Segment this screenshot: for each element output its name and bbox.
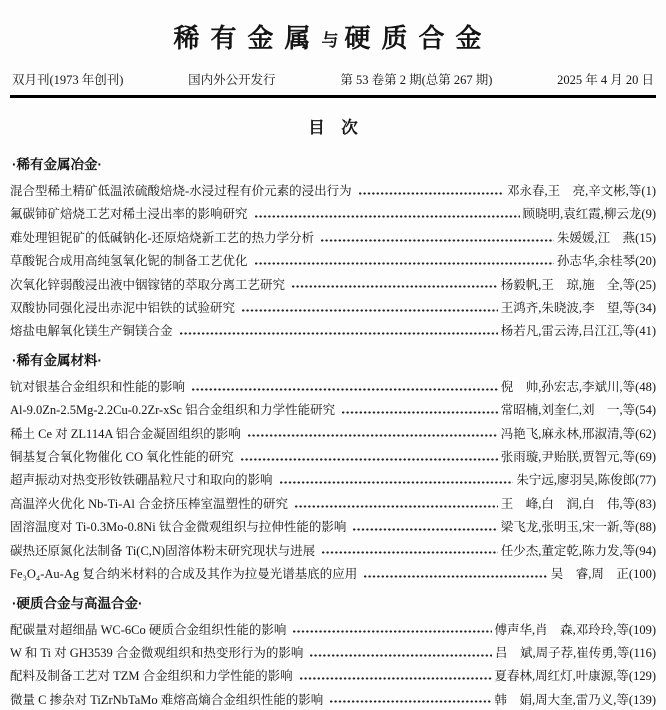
entry-title: 钪对银基合金组织和性能的影响 [10, 379, 186, 394]
toc-entry [10, 250, 656, 273]
entry-page-number: (94) [635, 543, 656, 558]
entry-authors: 杨若凡,雷云涛,吕江江,等 [500, 324, 636, 339]
dot-leader [300, 671, 492, 683]
entry-title: W 和 Ti 对 GH3539 合金微观组织和热变形行为的影响 [10, 645, 304, 660]
entry-page-number: (20) [635, 254, 656, 269]
section-heading: ·稀有金属冶金· [12, 157, 102, 172]
entry-page-number: (9) [641, 207, 656, 222]
entry-authors: 朱宁远,廖羽吴,陈俊郎 [516, 473, 636, 488]
toc-entry [10, 274, 656, 297]
dot-leader [241, 452, 498, 464]
entry-authors: 梁飞龙,张明玉,宋一新,等 [500, 520, 636, 535]
entry-authors: 吕 斌,周子荐,崔传勇,等 [494, 645, 630, 660]
entry-title: 固溶温度对 Ti-0.3Mo-0.8Ni 钛合金微观组织与拉伸性能的影响 [10, 520, 347, 535]
publication-info-row [10, 70, 656, 88]
entry-title: Al-9.0Zn-2.5Mg-2.2Cu-0.2Zr-xSc 铝合金组织和力学性能研究 [10, 403, 336, 418]
entry-authors: 王 峰,白 润,白 伟,等 [500, 496, 636, 511]
publication-frequency: 双月刊(1973 年创刊) [12, 73, 124, 87]
toc-entry [10, 399, 656, 422]
toc-entry [10, 493, 656, 516]
toc-entry [10, 642, 656, 665]
entry-title: Fe₃O₄-Au-Ag 复合纳米材料的合成及其作为拉曼光谱基底的应用 [10, 567, 358, 582]
entry-authors: 朱媛媛,江 燕 [557, 230, 636, 245]
entry-page-number: (25) [635, 277, 656, 292]
entry-page-number: (100) [628, 567, 656, 582]
distribution-scope: 国内外公开发行 [188, 73, 276, 87]
dot-leader [330, 694, 491, 706]
entry-page-number: (34) [635, 301, 656, 316]
dot-leader [242, 303, 498, 315]
entry-title: 混合型稀土精矿低温浓硫酸焙烧-水浸过程有价元素的浸出行为 [10, 184, 352, 198]
entry-page-number: (54) [635, 403, 656, 418]
journal-title-conjunction: 与 [321, 31, 345, 50]
toc-entry [10, 320, 656, 343]
dot-leader [280, 475, 514, 487]
entry-authors: 傅声华,肖 森,邓玲玲,等 [494, 622, 629, 637]
section-heading: ·稀有金属材料· [12, 352, 102, 368]
toc-list [10, 148, 656, 710]
entry-authors: 杨毅帆,王 琼,施 全,等 [500, 277, 636, 292]
entry-authors: 孙志华,余桂琴 [557, 254, 636, 269]
entry-title: 稀土 Ce 对 ZL114A 铝合金凝固组织的影响 [10, 426, 241, 441]
toc-entry [10, 619, 656, 642]
section-heading: ·硬质合金与高温合金· [12, 595, 143, 611]
dot-leader [322, 545, 498, 557]
entry-authors: 张雨璇,尹贻朕,贾智元,等 [500, 450, 636, 465]
entry-title: 熔盐电解氧化镁生产铜镁合金 [10, 324, 173, 339]
dot-leader [293, 624, 491, 636]
entry-title: 次氧化锌弱酸浸出液中铟镓锗的萃取分离工艺研究 [10, 277, 286, 292]
entry-page-number: (129) [628, 669, 656, 684]
toc-heading: 目 次 [308, 118, 358, 137]
toc-entry [10, 665, 656, 688]
toc-entry [10, 469, 656, 492]
toc-entry [10, 297, 656, 320]
entry-authors: 冯艳飞,麻永林,邢淑清,等 [500, 426, 636, 441]
entry-page-number: (48) [635, 379, 656, 394]
toc-entry [10, 423, 656, 446]
dot-leader [255, 209, 520, 221]
dot-leader [255, 256, 555, 268]
entry-page-number: (77) [635, 473, 656, 488]
entry-page-number: (109) [628, 622, 656, 637]
entry-authors: 韩 娟,周大奎,雷乃义,等 [494, 692, 629, 707]
journal-title-part2: 硬质合金 [344, 23, 493, 53]
entry-authors: 顾晓明,袁红霞,柳云龙 [522, 207, 642, 222]
dot-leader [342, 405, 498, 417]
toc-entry [10, 203, 656, 226]
entry-page-number: (139) [628, 692, 656, 707]
entry-title: 双酸协同强化浸出赤泥中铝铁的试验研究 [10, 301, 236, 316]
journal-title [10, 18, 656, 55]
entry-authors: 倪 帅,孙宏志,李斌川,等 [500, 379, 636, 394]
entry-page-number: (1) [641, 184, 656, 198]
entry-authors: 吴 睿,周 正 [550, 567, 629, 582]
dot-leader [295, 499, 498, 511]
entry-title: 微量 C 掺杂对 TiZrNbTaMo 难熔高熵合金组织性能的影响 [10, 692, 324, 707]
entry-title: 难处理钽铌矿的低碱钠化-还原焙烧新工艺的热力学分析 [10, 230, 315, 245]
toc-entry [10, 446, 656, 469]
entry-title: 高温淬火优化 Nb-Ti-Al 合金挤压棒室温塑性的研究 [10, 496, 289, 511]
toc-entry [10, 376, 656, 399]
entry-page-number: (62) [635, 426, 656, 441]
entry-title: 氟碳铈矿焙烧工艺对稀土浸出率的影响研究 [10, 207, 248, 222]
entry-authors: 常昭楠,刘奎仁,刘 一,等 [500, 403, 636, 418]
entry-page-number: (83) [635, 496, 656, 511]
volume-issue: 第 53 卷第 2 期(总第 267 期) [340, 73, 493, 87]
dot-leader [248, 428, 498, 440]
entry-page-number: (69) [635, 450, 656, 465]
dot-leader [353, 522, 497, 534]
toc-entry [10, 540, 656, 563]
entry-authors: 邓永春,王 亮,辛文彬,等 [507, 184, 642, 198]
entry-title: 配料及制备工艺对 TZM 合金组织和力学性能的影响 [10, 669, 293, 684]
dot-leader [192, 382, 498, 394]
dot-leader [310, 648, 492, 660]
toc-entry [10, 516, 656, 539]
entry-authors: 夏春林,周红灯,叶康源,等 [494, 669, 629, 684]
journal-title-part1: 稀有金属 [173, 23, 322, 53]
dot-leader [292, 279, 498, 291]
entry-page-number: (15) [635, 230, 656, 245]
publication-date: 2025 年 4 月 20 日 [557, 73, 654, 87]
toc-entry [10, 689, 656, 710]
entry-title: 草酸铌合成用高纯氢氧化铌的制备工艺优化 [10, 254, 248, 269]
toc-entry [10, 227, 656, 250]
entry-page-number: (41) [635, 324, 656, 339]
header-rule [10, 95, 656, 98]
dot-leader [180, 326, 498, 338]
toc-entry [10, 180, 656, 203]
dot-leader [359, 186, 504, 198]
entry-title: 碳热还原氮化法制备 Ti(C,N)固溶体粉末研究现状与进展 [10, 543, 316, 558]
entry-title: 铜基复合氧化物催化 CO 氧化性能的研究 [10, 450, 234, 465]
entry-title: 超声振动对热变形钕铁硼晶粒尺寸和取向的影响 [10, 473, 273, 488]
dot-leader [364, 569, 548, 581]
dot-leader [321, 233, 554, 245]
entry-title: 配碳量对超细晶 WC-6Co 硬质合金组织性能的影响 [10, 622, 287, 637]
entry-page-number: (88) [635, 520, 656, 535]
toc-entry [10, 563, 656, 586]
entry-authors: 任少杰,董定乾,陈力发,等 [500, 543, 636, 558]
entry-page-number: (116) [629, 645, 656, 660]
entry-authors: 王鸿齐,朱晓波,李 望,等 [500, 301, 636, 316]
